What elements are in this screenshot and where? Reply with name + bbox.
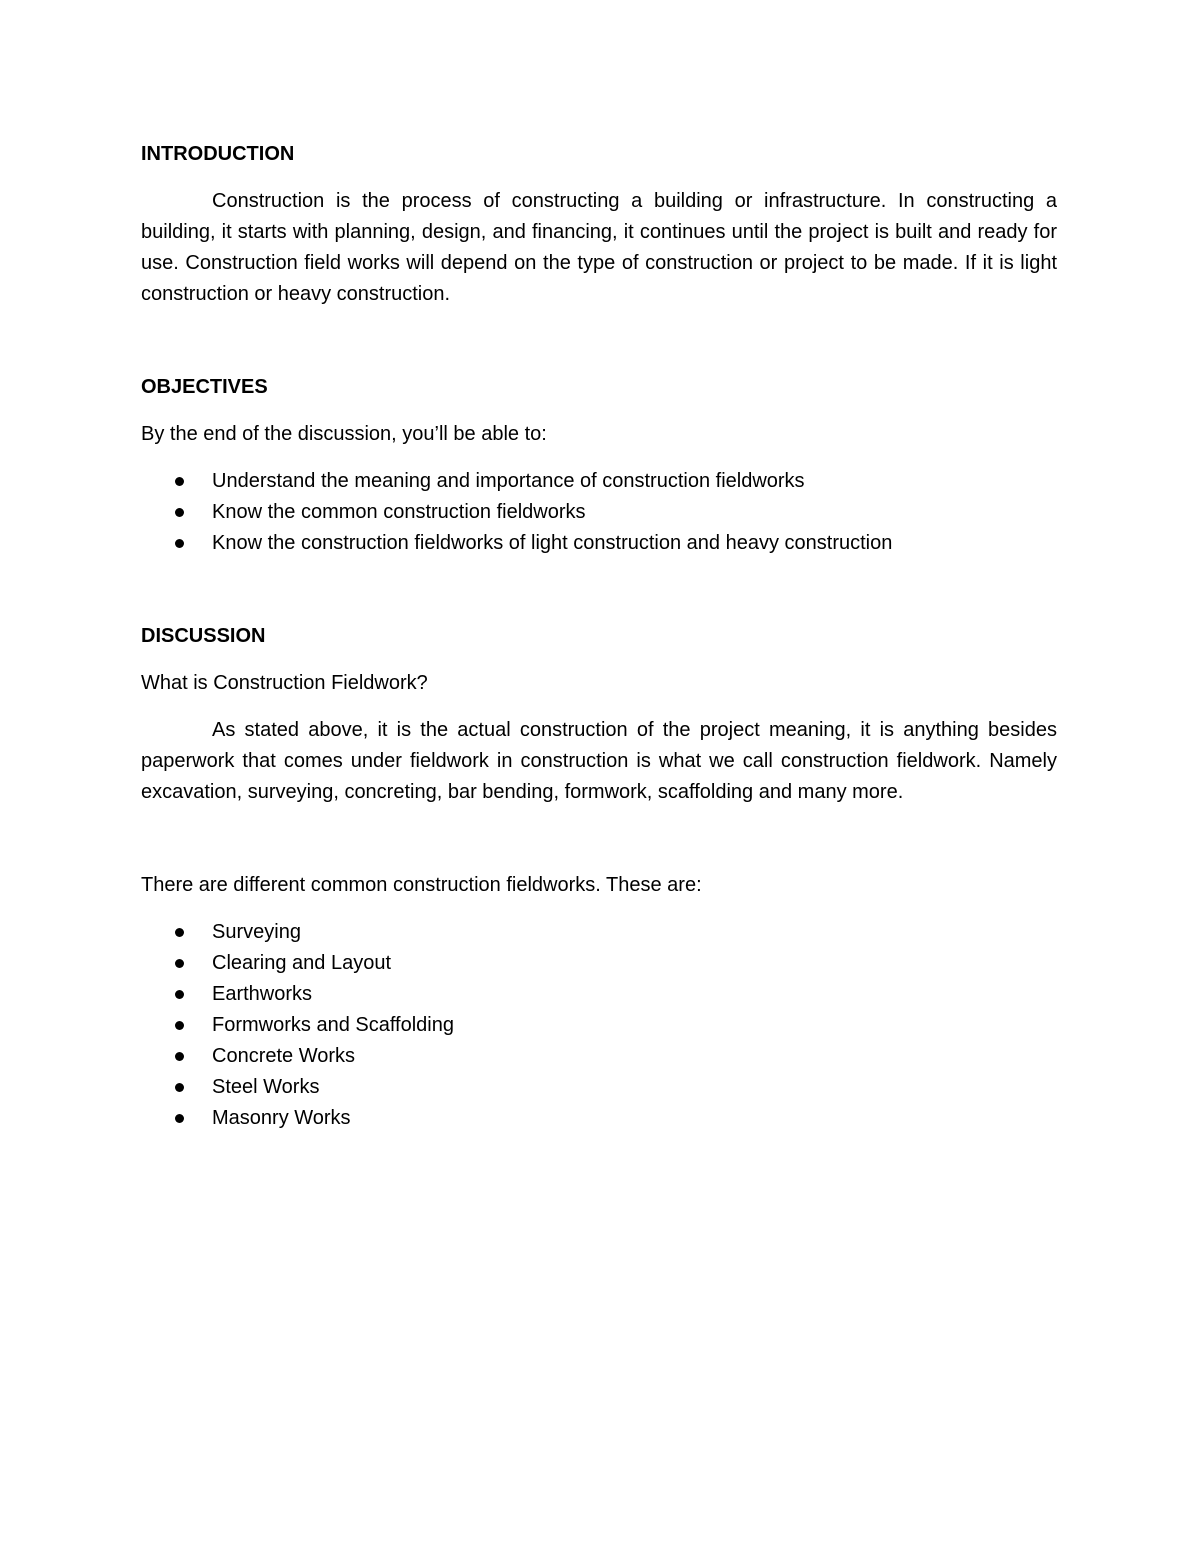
objectives-heading: OBJECTIVES [141,376,268,398]
list-item [141,1041,1057,1072]
bullet-icon [175,1021,184,1030]
introduction-heading: INTRODUCTION [141,143,295,165]
list-item-text: Concrete Works [212,1045,356,1067]
document-body [141,139,1057,1134]
list-item-text: Know the construction fieldworks of light construction and heavy construction [212,532,893,554]
bullet-icon [175,1114,184,1123]
introduction-paragraph: Construction is the process of constructing a building or infrastructure. In constructing a building, it starts with planning, design, and financing, it continues until the project is built and ready for use. Construction field works will depend on the type of construction or project to be made. If it is light construction or heavy construction. [141,190,1057,305]
list-item [141,917,1057,948]
list-item [141,1103,1057,1134]
list-item-text: Formworks and Scaffolding [212,1014,454,1036]
list-item [141,1072,1057,1103]
list-item [141,466,1057,497]
list-item [141,948,1057,979]
list-item-text: Surveying [212,921,301,943]
bullet-icon [175,477,184,486]
bullet-icon [175,508,184,517]
objectives-lead: By the end of the discussion, you’ll be able to: [141,423,547,445]
list-item-text: Clearing and Layout [212,952,392,974]
discussion-question: What is Construction Fieldwork? [141,672,428,694]
bullet-icon [175,959,184,968]
bullet-icon [175,928,184,937]
bullet-icon [175,539,184,548]
fieldworks-lead: There are different common construction fieldworks. These are: [141,874,702,896]
list-item-text: Steel Works [212,1076,320,1098]
list-item [141,497,1057,528]
bullet-icon [175,990,184,999]
list-item-text: Understand the meaning and importance of construction fieldworks [212,470,805,492]
bullet-icon [175,1083,184,1092]
list-item-text: Masonry Works [212,1107,351,1129]
list-item-text: Earthworks [212,983,313,1005]
discussion-heading: DISCUSSION [141,625,266,647]
list-item [141,979,1057,1010]
list-item [141,528,1057,559]
list-item [141,1010,1057,1041]
bullet-icon [175,1052,184,1061]
discussion-paragraph: As stated above, it is the actual construction of the project meaning, it is anything besides paperwork that comes under fieldwork in construction is what we call construction fieldwork. Namely excavation, surveying, concreting, bar bending, formwork, scaffolding and many more. [141,719,1057,803]
list-item-text: Know the common construction fieldworks [212,501,586,523]
objectives-list [141,466,1057,559]
fieldworks-list [141,917,1057,1134]
